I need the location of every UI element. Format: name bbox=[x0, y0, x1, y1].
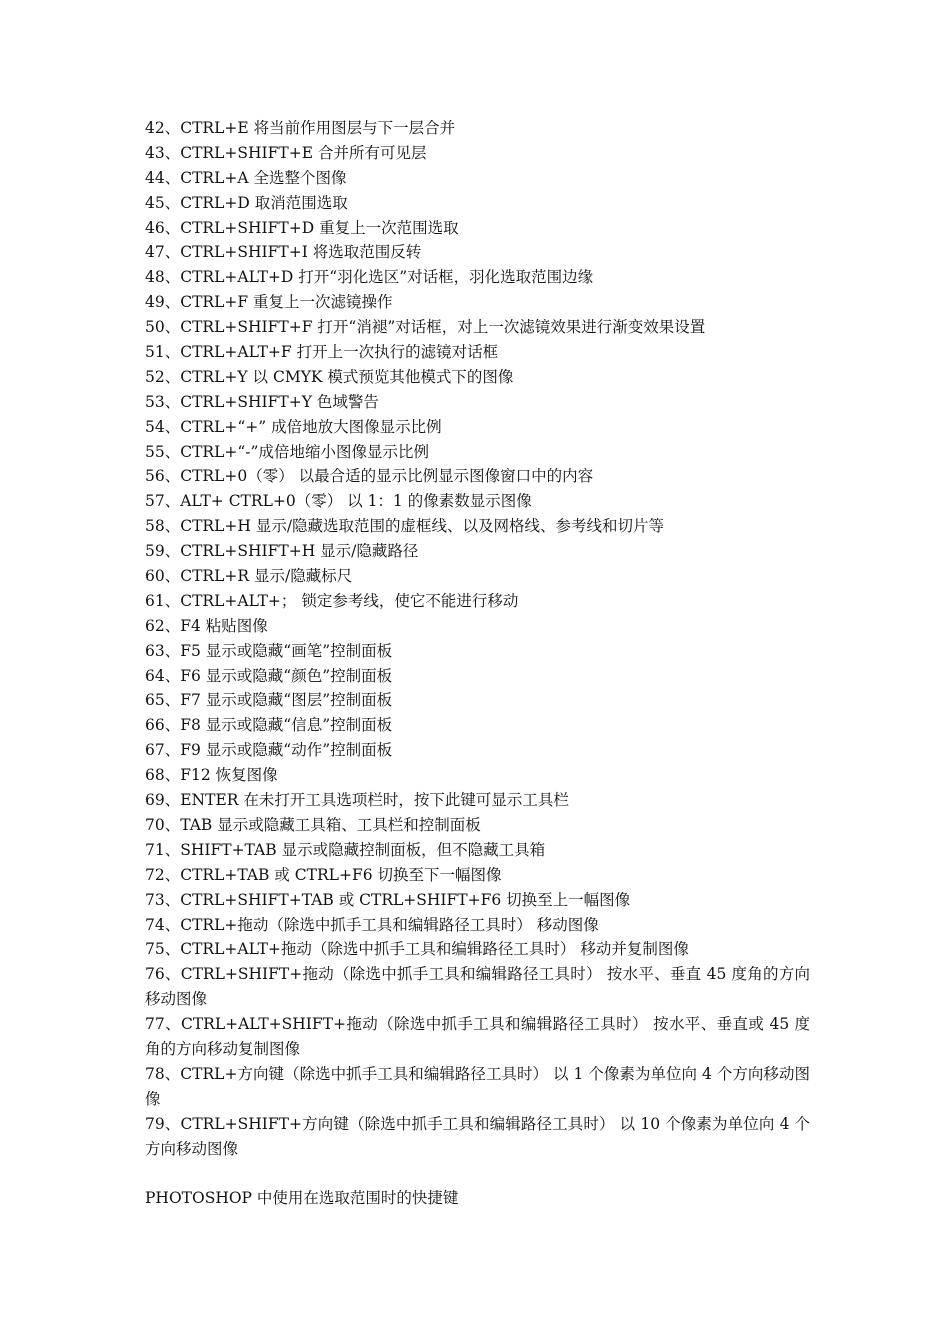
shortcut-line: 48、CTRL+ALT+D 打开“羽化选区”对话框，羽化选取范围边缘 bbox=[145, 268, 594, 287]
shortcut-line: 71、SHIFT+TAB 显示或隐藏控制面板，但不隐藏工具箱 bbox=[145, 840, 546, 859]
shortcut-line: 55、CTRL+“-”成倍地缩小图像显示比例 bbox=[145, 442, 429, 461]
document-page bbox=[145, 116, 810, 1211]
shortcut-line: 51、CTRL+ALT+F 打开上一次执行的滤镜对话框 bbox=[145, 343, 499, 362]
shortcut-line: 56、CTRL+0（零） 以最合适的显示比例显示图像窗口中的内容 bbox=[145, 467, 594, 486]
shortcut-line: 63、F5 显示或隐藏“画笔”控制面板 bbox=[145, 641, 393, 660]
shortcut-line: 52、CTRL+Y 以 CMYK 模式预览其他模式下的图像 bbox=[145, 367, 514, 386]
blank-line bbox=[145, 1162, 810, 1187]
shortcut-line: 42、CTRL+E 将当前作用图层与下一层合并 bbox=[145, 119, 456, 137]
shortcut-line: 67、F9 显示或隐藏“动作”控制面板 bbox=[145, 741, 393, 760]
shortcut-line: 70、TAB 显示或隐藏工具箱、工具栏和控制面板 bbox=[145, 815, 481, 834]
shortcut-line: 53、CTRL+SHIFT+Y 色域警告 bbox=[145, 392, 379, 411]
shortcut-line: 73、CTRL+SHIFT+TAB 或 CTRL+SHIFT+F6 切换至上一幅图像 bbox=[145, 890, 631, 909]
shortcut-paragraph: 77、CTRL+ALT+SHIFT+拖动（除选中抓手工具和编辑路径工具时） 按水平、垂直或 45 度角的方向移动复制图像 bbox=[145, 1015, 810, 1058]
shortcut-line: 59、CTRL+SHIFT+H 显示/隐藏路径 bbox=[145, 542, 419, 561]
shortcut-line: 75、CTRL+ALT+拖动（除选中抓手工具和编辑路径工具时） 移动并复制图像 bbox=[145, 940, 689, 959]
shortcut-line: 44、CTRL+A 全选整个图像 bbox=[145, 168, 347, 187]
shortcut-line: 62、F4 粘贴图像 bbox=[145, 616, 268, 635]
shortcut-line: 43、CTRL+SHIFT+E 合并所有可见层 bbox=[145, 143, 427, 162]
shortcut-line: 57、ALT+ CTRL+0（零） 以 1：1 的像素数显示图像 bbox=[145, 492, 532, 511]
shortcut-line: 61、CTRL+ALT+； 锁定参考线，使它不能进行移动 bbox=[145, 591, 519, 610]
shortcut-line: 65、F7 显示或隐藏“图层”控制面板 bbox=[145, 691, 393, 710]
shortcut-paragraph: 79、CTRL+SHIFT+方向键（除选中抓手工具和编辑路径工具时） 以 10 个像素为单位向 4 个方向移动图像 bbox=[145, 1114, 810, 1158]
shortcut-line: 50、CTRL+SHIFT+F 打开“消褪”对话框，对上一次滤镜效果进行渐变效果设置 bbox=[145, 318, 706, 337]
shortcut-line: 58、CTRL+H 显示/隐藏选取范围的虚框线、以及网格线、参考线和切片等 bbox=[145, 517, 665, 536]
shortcut-line: 68、F12 恢复图像 bbox=[145, 766, 278, 785]
shortcut-line: 47、CTRL+SHIFT+I 将选取范围反转 bbox=[145, 243, 422, 262]
shortcut-line: 45、CTRL+D 取消范围选取 bbox=[145, 193, 348, 212]
shortcut-line: 49、CTRL+F 重复上一次滤镜操作 bbox=[145, 293, 393, 312]
shortcut-line: 64、F6 显示或隐藏“颜色”控制面板 bbox=[145, 666, 393, 685]
shortcut-paragraph: 76、CTRL+SHIFT+拖动（除选中抓手工具和编辑路径工具时） 按水平、垂直 45 度角的方向移动图像 bbox=[145, 965, 810, 1009]
shortcut-line: 60、CTRL+R 显示/隐藏标尺 bbox=[145, 567, 353, 586]
section-heading: PHOTOSHOP 中使用在选取范围时的快捷键 bbox=[145, 1189, 459, 1208]
shortcut-line: 54、CTRL+“+” 成倍地放大图像显示比例 bbox=[145, 417, 442, 436]
shortcut-line: 46、CTRL+SHIFT+D 重复上一次范围选取 bbox=[145, 218, 459, 237]
shortcut-line: 72、CTRL+TAB 或 CTRL+F6 切换至下一幅图像 bbox=[145, 865, 502, 884]
shortcut-line: 66、F8 显示或隐藏“信息”控制面板 bbox=[145, 716, 393, 735]
shortcut-line: 74、CTRL+拖动（除选中抓手工具和编辑路径工具时） 移动图像 bbox=[145, 915, 599, 934]
shortcut-paragraph: 78、CTRL+方向键（除选中抓手工具和编辑路径工具时） 以 1 个像素为单位向 4 个方向移动图像 bbox=[145, 1064, 810, 1108]
shortcut-line: 69、ENTER 在未打开工具选项栏时，按下此键可显示工具栏 bbox=[145, 791, 569, 810]
